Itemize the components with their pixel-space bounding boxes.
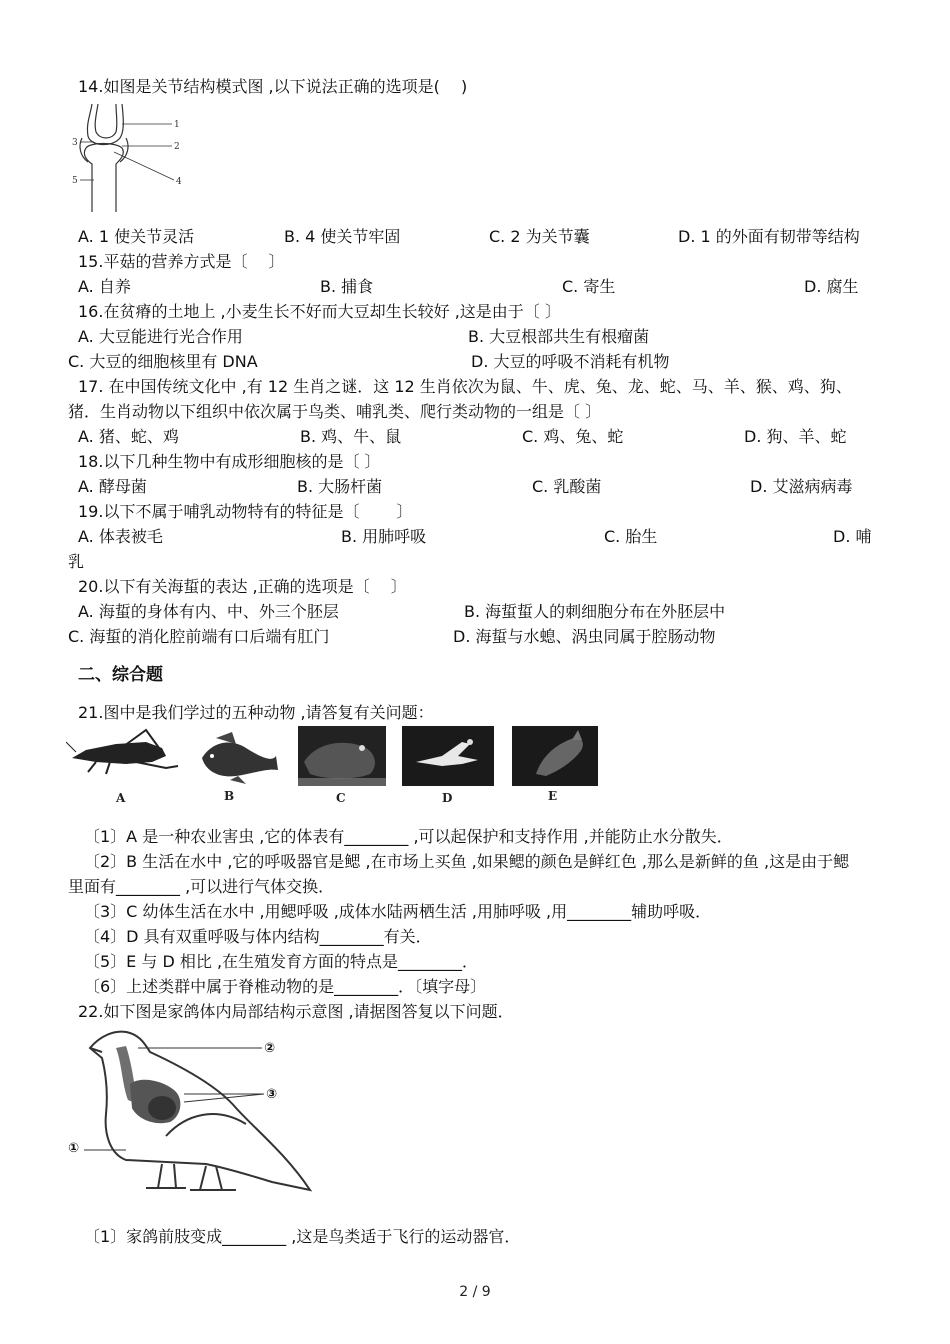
q17-option-d[interactable]: D. 狗、羊、蛇 [744, 427, 847, 446]
q21-part-6: 〔6〕上述类群中属于脊椎动物的是________．〔填字母〕 [84, 977, 487, 996]
q20-stem: 20.以下有关海蜇的表达 ,正确的选项是〔 〕 [78, 577, 407, 596]
q15-stem: 15.平菇的营养方式是〔 〕 [78, 252, 285, 271]
q16-option-b[interactable]: B. 大豆根部共生有根瘤菌 [468, 327, 650, 346]
q15-option-d[interactable]: D. 腐生 [804, 277, 859, 296]
q17-option-c[interactable]: C. 鸡、兔、蛇 [522, 427, 624, 446]
q19-option-d[interactable]: D. 哺 [833, 527, 872, 546]
q16-option-d[interactable]: D. 大豆的呼吸不消耗有机物 [471, 352, 670, 371]
q14-option-d[interactable]: D. 1 的外面有韧带等结构 [678, 227, 860, 246]
q22-stem: 22.如下图是家鸽体内局部结构示意图 ,请据图答复以下问题． [78, 1002, 514, 1021]
animal-label-c: C [336, 791, 346, 805]
q17-option-b[interactable]: B. 鸡、牛、鼠 [300, 427, 402, 446]
q20-option-a[interactable]: A. 海蜇的身体有内、中、外三个胚层 [78, 602, 339, 621]
page-number: 2 / 9 [459, 1284, 491, 1300]
joint-label-5: 5 [72, 176, 78, 186]
joint-label-1: 1 [174, 120, 180, 130]
q19-stem: 19.以下不属于哺乳动物特有的特征是〔 〕 [78, 502, 413, 521]
q17-stem-line1: 17. 在中国传统文化中 ,有 12 生肖之谜．这 12 生肖依次为鼠、牛、虎、兔、龙、蛇、马、羊、猴、鸡、狗、 [78, 377, 852, 396]
q16-stem: 16.在贫瘠的土地上 ,小麦生长不好而大豆却生长较好 ,这是由于〔 〕 [78, 302, 561, 321]
q14-stem: 14.如图是关节结构模式图 ,以下说法正确的选项是( ) [78, 77, 468, 96]
q14-option-a[interactable]: A. 1 使关节灵活 [78, 227, 195, 246]
joint-diagram [68, 102, 188, 214]
frog-image [298, 726, 386, 786]
five-animals-figure [66, 722, 606, 806]
pigeon-label-3: ③ [266, 1087, 278, 1102]
animal-label-a: A [116, 791, 126, 805]
q18-option-c[interactable]: C. 乳酸菌 [532, 477, 602, 496]
q19-option-c[interactable]: C. 胎生 [604, 527, 658, 546]
q17-option-a[interactable]: A. 猪、蛇、鸡 [78, 427, 179, 446]
q21-part-5: 〔5〕E 与 D 相比 ,在生殖发育方面的特点是________． [84, 952, 479, 971]
q15-option-a[interactable]: A. 自养 [78, 277, 131, 296]
q15-option-b[interactable]: B. 捕食 [320, 277, 374, 296]
grasshopper-image [66, 730, 178, 774]
q18-stem: 18.以下几种生物中有成形细胞核的是〔 〕 [78, 452, 381, 471]
q17-stem-line2: 猪．生肖动物以下组织中依次属于鸟类、哺乳类、爬行类动物的一组是〔 〕 [68, 402, 602, 421]
q20-option-b[interactable]: B. 海蜇蜇人的刺细胞分布在外胚层中 [464, 602, 726, 621]
q14-option-c[interactable]: C. 2 为关节囊 [489, 227, 590, 246]
q21-part-1: 〔1〕A 是一种农业害虫 ,它的体表有________ ,可以起保护和支持作用 ,并能防止水分散失． [84, 827, 733, 846]
q18-option-b[interactable]: B. 大肠杆菌 [297, 477, 383, 496]
q16-option-c[interactable]: C. 大豆的细胞核里有 DNA [68, 352, 258, 371]
bird-image [402, 726, 494, 786]
animal-label-b: B [224, 789, 235, 803]
q22-part-1: 〔1〕家鸽前肢变成________ ,这是鸟类适于飞行的运动器官． [84, 1227, 521, 1246]
animal-label-d: D [442, 791, 453, 805]
q18-option-d[interactable]: D. 艾滋病病毒 [750, 477, 853, 496]
pigeon-label-1: ① [68, 1141, 80, 1156]
q20-option-d[interactable]: D. 海蜇与水螅、涡虫同属于腔肠动物 [453, 627, 716, 646]
q21-part-2: 〔2〕B 生活在水中 ,它的呼吸器官是鳃 ,在市场上买鱼 ,如果鳃的颜色是鲜红色 ,那么是新鲜的鱼 ,这是由于鳃 [84, 852, 850, 871]
q21-part-4: 〔4〕D 具有双重呼吸与体内结构________有关． [84, 927, 432, 946]
mammal-image [512, 726, 598, 786]
pigeon-label-2: ② [264, 1041, 276, 1056]
q21-part-2-wrap: 里面有________ ,可以进行气体交换． [68, 877, 335, 896]
q15-option-c[interactable]: C. 寄生 [562, 277, 616, 296]
q19-option-a[interactable]: A. 体表被毛 [78, 527, 163, 546]
q18-option-a[interactable]: A. 酵母菌 [78, 477, 147, 496]
q20-option-c[interactable]: C. 海蜇的消化腔前端有口后端有肛门 [68, 627, 330, 646]
q14-option-b[interactable]: B. 4 使关节牢固 [284, 227, 401, 246]
q21-stem: 21.图中是我们学过的五种动物 ,请答复有关问题： [78, 703, 434, 722]
section-title: 二、综合题 [78, 665, 163, 685]
fish-image [202, 732, 278, 784]
joint-label-3: 3 [72, 138, 78, 148]
q16-option-a[interactable]: A. 大豆能进行光合作用 [78, 327, 243, 346]
animal-label-e: E [548, 789, 558, 803]
q21-part-3: 〔3〕C 幼体生活在水中 ,用鳃呼吸 ,成体水陆两栖生活 ,用肺呼吸 ,用________辅助呼吸． [84, 902, 712, 921]
q19-option-b[interactable]: B. 用肺呼吸 [341, 527, 427, 546]
joint-label-4: 4 [176, 177, 182, 187]
q19-option-d-wrap: 乳 [68, 552, 85, 571]
joint-label-2: 2 [174, 142, 180, 152]
pigeon-diagram [66, 1024, 326, 1200]
